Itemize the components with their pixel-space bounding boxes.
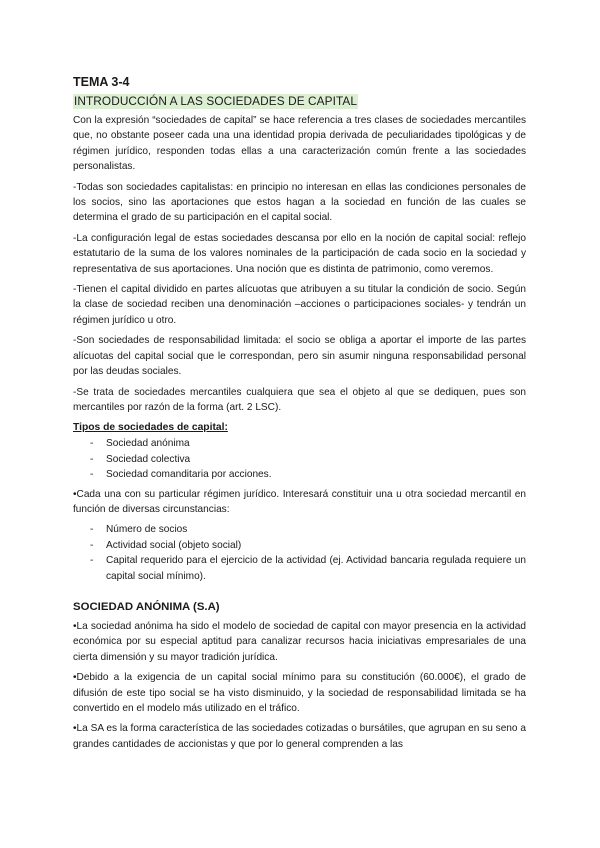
sa-section-heading: SOCIEDAD ANÓNIMA (S.A) bbox=[73, 600, 220, 613]
circumstances-list bbox=[73, 522, 526, 584]
feature-paragraph-mercantile-form: -Se trata de sociedades mercantiles cualquiera que sea el objeto al que se dediquen, pues son mercantiles por razón de la forma (art. 2 LSC). bbox=[73, 386, 526, 413]
dash-bullet: - bbox=[90, 469, 94, 481]
list-item: - Número de socios bbox=[73, 522, 526, 537]
dash-bullet: - bbox=[90, 524, 94, 536]
list-item: - Sociedad comanditaria por acciones. bbox=[73, 467, 526, 482]
feature-paragraph-capitalist: -Todas son sociedades capitalistas: en principio no interesan en ellas las condiciones personales de los socios, sino las aportaciones que estos hagan a la sociedad en función de las cuales se determina el grado de su participación en el capital social. bbox=[73, 181, 526, 224]
dash-bullet: - bbox=[90, 555, 94, 567]
list-item: - Capital requerido para el ejercicio de la actividad (ej. Actividad bancaria regulada requiere un capital social mínimo). bbox=[90, 555, 526, 582]
section-subtitle-highlighted: INTRODUCCIÓN A LAS SOCIEDADES DE CAPITAL bbox=[74, 94, 358, 108]
feature-paragraph-aliquot-parts: -Tienen el capital dividido en partes alícuotas que atribuyen a su titular la condición de socio. Según la clase de sociedad reciben una denominación –acciones o participaciones sociales- y tendrán un régimen jurídico u otro. bbox=[73, 284, 526, 326]
types-heading: Tipos de sociedades de capital: bbox=[73, 422, 228, 434]
feature-paragraph-limited-liability: -Son sociedades de responsabilidad limitada: el socio se obliga a aportar el importe de las partes alícuotas del capital social que le correspondan, pero sin asumir ninguna responsabilidad personal por las deudas sociales. bbox=[73, 335, 526, 378]
list-item: - Sociedad colectiva bbox=[73, 452, 526, 467]
dash-bullet: - bbox=[90, 438, 94, 450]
page-title: TEMA 3-4 bbox=[73, 75, 130, 89]
list-item: - Actividad social (objeto social) bbox=[73, 538, 526, 553]
sa-paragraph: •La SA es la forma característica de las sociedades cotizadas o bursátiles, que agrupan en su seno a grandes cantidades de accionistas y que por lo general comprenden a las bbox=[73, 723, 526, 750]
list-item: - Sociedad anónima bbox=[73, 436, 526, 451]
feature-paragraph-capital-social: -La configuración legal de estas sociedades descansa por ello en la noción de capital social: reflejo estatutario de la suma de los valores nominales de la participación de cada socio en la sociedad y representativa de sus aportaciones. Una noción que es distinta de patrimonio, como veremos. bbox=[73, 232, 526, 275]
dash-bullet: - bbox=[90, 539, 94, 551]
intro-paragraph: Con la expresión “sociedades de capital” se hace referencia a tres clases de sociedades mercantiles que, no obstante poseer cada una una identidad propia derivada de peculiaridades tipológicas y de régimen jurídico, responden todas ellas a una caracterización común frente a las sociedades personalistas. bbox=[73, 115, 526, 173]
regime-paragraph: •Cada una con su particular régimen jurídico. Interesará constituir una u otra sociedad mercantil en función de diversas circunstancias: bbox=[73, 488, 526, 515]
types-list bbox=[73, 436, 526, 482]
dash-bullet: - bbox=[90, 453, 94, 465]
sa-paragraph: •La sociedad anónima ha sido el modelo de sociedad de capital con mayor presencia en la actividad económica por su especial aptitud para canalizar recursos hacia iniciativas empresariales de una cierta dimensión y su mayor tradición jurídica. bbox=[73, 620, 526, 663]
sa-paragraph: •Debido a la exigencia de un capital social mínimo para su constitución (60.000€), el grado de difusión de este tipo social se ha visto disminuido, y la sociedad de responsabilidad limitada se ha convertido en el modelo más utilizado en el tráfico. bbox=[73, 672, 526, 714]
